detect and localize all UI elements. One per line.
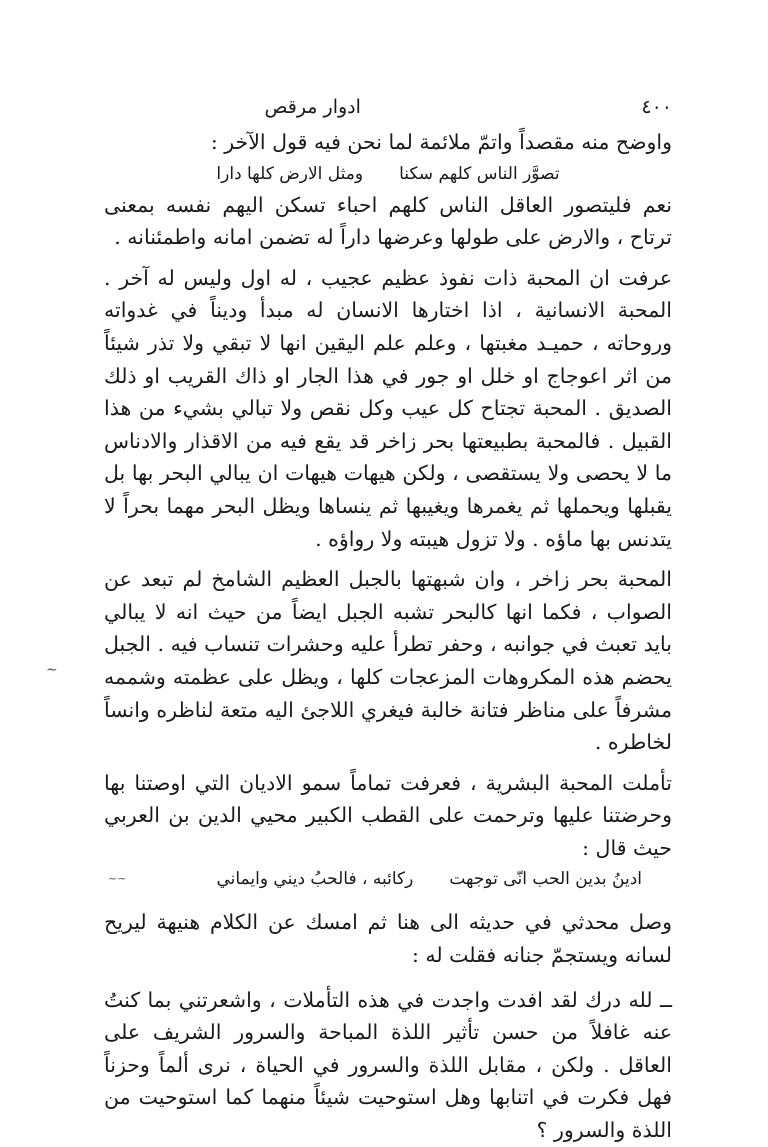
page-header bbox=[104, 96, 672, 118]
margin-ink-mark: ∽ bbox=[46, 662, 58, 678]
paragraph-2: نعم فليتصور العاقل الناس كلهم احباء تسكن اليهم نفسه بمعنى ترتاح ، والارض على طولها وعرضها داراً له تضمن امانه واطمئنانه . bbox=[104, 192, 672, 250]
verse-2-left-hemistich: ركائبه ، فالحبُ ديني وايماني bbox=[216, 869, 414, 890]
verse-couplet-2 bbox=[104, 864, 672, 894]
verse-1-left-hemistich: ومثل الارض كلها دارا bbox=[216, 163, 364, 184]
intro-line: واوضح منه مقصداً واتمّ ملائمة لما نحن فيه قول الآخر : bbox=[210, 130, 672, 154]
paragraph-4: المحبة بحر زاخر ، وان شبهتها بالجبل العظيم الشامخ لم تبعد عن الصواب ، فكما انها كالبحر تشبه الجبل ايضاً من حيث انه لا يبالي بايد تعبث في جوانبه ، وحفر تطرأ عليه وحشرات تنساب فيه . الجبل يحضم هذه المكروهات المزعجات كلها ، ويظل على عظمته وشممه مشرفاً على مناظر فتانة خالبة فيغري اللاجئ اليه متعة لناظره وانساً لخاطره . bbox=[104, 567, 672, 755]
margin-scribble-mark: ~~ bbox=[108, 872, 127, 885]
page-number: ٤٠٠ bbox=[641, 96, 672, 118]
verse-2-right-hemistich: ادينُ بدين الحب انّى توجهت bbox=[449, 869, 642, 890]
running-title: ادوار مرقص bbox=[264, 96, 361, 118]
paragraph-6: وصل محدثي في حديثه الى هنا ثم امسك عن الكلام هنيهة ليريح لسانه ويستجمّ جنانه فقلت له : bbox=[104, 910, 672, 968]
paragraph-5: تأملت المحبة البشرية ، فعرفت تماماً سمو الاديان التي اوصتنا بها وحرضتنا عليها وترحمت على القطب الكبير محيي الدين بن العربي حيث قال : bbox=[104, 770, 672, 860]
verse-1-right-hemistich: تصوَّر الناس كلهم سكنا bbox=[399, 163, 560, 184]
paragraph-7: ــ لله درك لقد افدت واجدت في هذه التأملات ، واشعرتني بما كنتُ عنه غافلاً من حسن تأثير اللذة المباحة والسرور الشريف على العاقل . ولكن ، مقابل اللذة والسرور في الحياة ، نرى ألماً وحزناً فهل فكرت في اتنابها وهل استوحيت شيئاً منهما كما استوحيت من اللذة والسرور ؟ bbox=[104, 987, 672, 1143]
verse-couplet-1 bbox=[104, 159, 672, 189]
paragraph-3: عرفت ان المحبة ذات نفوذ عظيم عجيب ، له اول وليس له آخر . المحبة الانسانية ، اذا اختارها الانسان له مبدأ وديناً في غدواته وروحاته ، حميـد مغبتها ، وعلم علم اليقين انها لا تبقي ولا تذر شيئاً من اثر اعوجاج او خلل او جور في هذا الجار او ذاك القريب او ذلك الصديق . المحبة تجتاح كل عيب وكل نقص ولا تبالي بشيء من هذا القبيل . فالمحبة بطبيعتها بحر زاخر قد يقع فيه من الاقذار والادناس ما لا يحصى ولا يستقصى ، ولكن هيهات هيهات ان يبالي البحر بها بل يقبلها ويحملها ثم يغمرها ويغيبها ثم ينساها ويظل البحر مهما بحراً لا يتدنس بها ماؤه . ولا تزول هيبته ولا رواؤه . bbox=[104, 265, 672, 551]
